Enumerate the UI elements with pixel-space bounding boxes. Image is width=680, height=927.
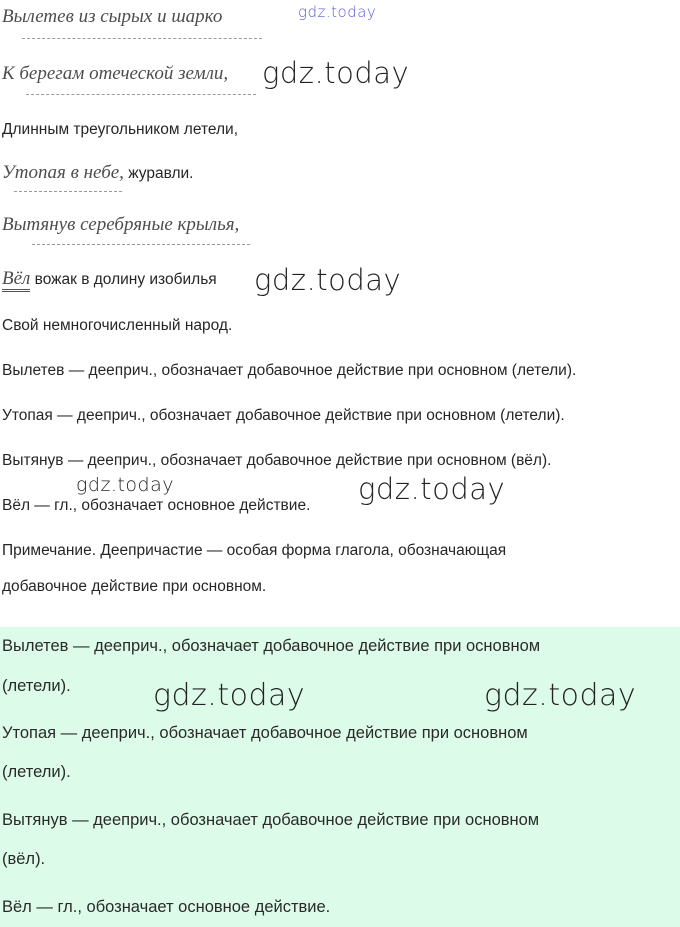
poem-line-3 bbox=[2, 162, 194, 184]
poem-line-1: К берегам отеческой земли, bbox=[2, 63, 229, 84]
poem-line-6: Свой немногочисленный народ. bbox=[2, 317, 233, 334]
poem-line-5-rest: вожак в долину изобилья bbox=[30, 271, 217, 288]
underline-dash bbox=[14, 191, 122, 192]
watermark-logo: gdz.today bbox=[254, 263, 402, 297]
poem-line-0: Вылетев из сырых и шарко bbox=[2, 6, 223, 27]
answer-line-2: Утопая — дееприч., обозначает добавочное действие при основном bbox=[2, 724, 528, 742]
poem-line-5 bbox=[2, 268, 217, 290]
poem-line-3-rest: журавли. bbox=[123, 165, 194, 182]
poem-line-2: Длинным треугольником летели, bbox=[2, 121, 238, 138]
answer-line-1: Вылетев — дееприч., обозначает добавочное действие при основном bbox=[2, 637, 541, 655]
watermark-logo: gdz.today bbox=[76, 474, 174, 496]
poem-line-4: Вытянув серебряные крылья, bbox=[2, 214, 240, 235]
note-line-1: Примечание. Деепричастие — особая форма глагола, обозначающая bbox=[2, 542, 507, 559]
analysis-line-2: Утопая — дееприч., обозначает добавочное действие при основном (летели). bbox=[2, 407, 565, 424]
answer-block bbox=[0, 627, 680, 927]
watermark-logo: gdz.today bbox=[153, 678, 306, 713]
underline-dash bbox=[22, 38, 262, 39]
answer-line-2b: (летели). bbox=[2, 763, 71, 781]
watermark-logo: gdz.today bbox=[484, 678, 637, 713]
underline-dash bbox=[26, 94, 256, 95]
poem-line-3-gerund: Утопая в небе, bbox=[2, 162, 124, 183]
answer-line-4: Вёл — гл., обозначает основное действие. bbox=[2, 898, 331, 916]
analysis-line-4: Вёл — гл., обозначает основное действие. bbox=[2, 497, 311, 514]
analysis-line-1: Вылетев — дееприч., обозначает добавочное действие при основном (летели). bbox=[2, 362, 577, 379]
underline-dash bbox=[32, 244, 250, 245]
answer-line-3: Вытянув — дееприч., обозначает добавочное действие при основном bbox=[2, 811, 540, 829]
answer-line-1b: (летели). bbox=[2, 677, 71, 695]
answer-line-3b: (вёл). bbox=[2, 850, 46, 868]
analysis-line-3: Вытянув — дееприч., обозначает добавочное действие при основном (вёл). bbox=[2, 452, 552, 469]
poem-line-5-verb: Вёл bbox=[2, 268, 30, 292]
watermark-logo: gdz.today bbox=[358, 472, 506, 506]
watermark-logo: gdz.today bbox=[298, 3, 377, 21]
note-line-2: добавочное действие при основном. bbox=[2, 578, 267, 595]
watermark-logo: gdz.today bbox=[262, 56, 410, 90]
